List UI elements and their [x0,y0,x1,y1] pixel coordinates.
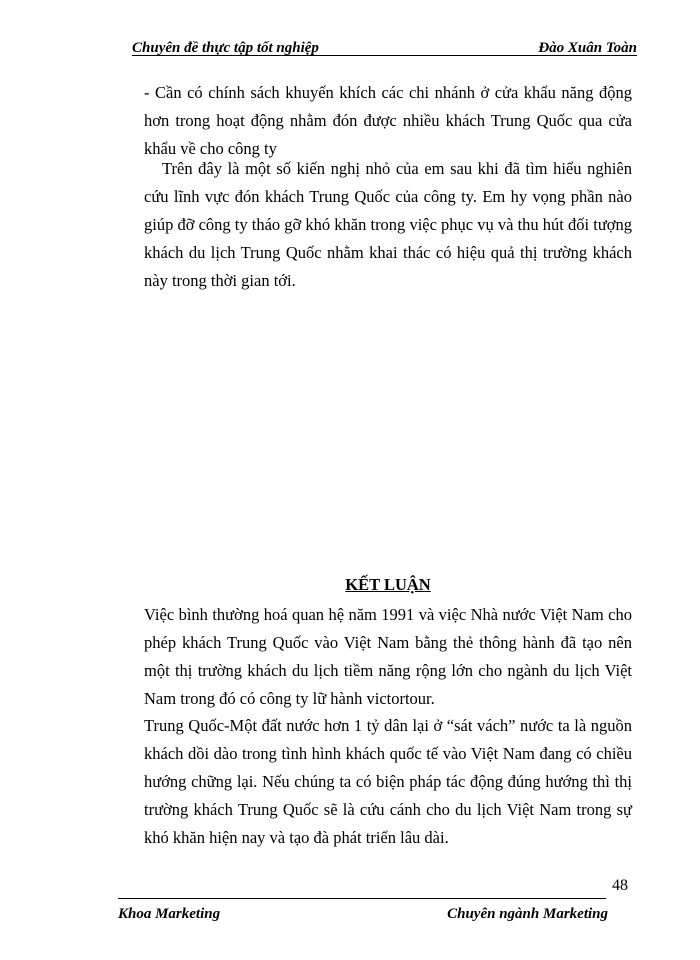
header-document-title: Chuyên đề thực tập tốt nghiệp [132,40,319,56]
conclusion-heading: KẾT LUẬN [345,575,431,594]
paragraph-conclusion-1 [144,601,632,713]
paragraph-recommendation [144,79,632,163]
header-author-name: Đào Xuân Toàn [538,40,637,56]
paragraph-text: Trên đây là một số kiến nghị nhỏ của em sau khi đã tìm hiểu nghiên cứu lĩnh vực đón khách Trung Quốc của công ty. Em hy vọng phần nào giúp đỡ công ty tháo gỡ khó khăn trong việc phục vụ và thu hút đối tượng khách du lịch Trung Quốc nhằm khai thác có hiệu quả thị trường khách này trong thời gian tới. [144,159,632,290]
footer-major: Chuyên ngành Marketing [447,906,608,922]
paragraph-text: - Cần có chính sách khuyến khích các chi nhánh ở cửa khẩu năng động hơn trong hoạt động nhằm đón được nhiều khách Trung Quốc qua cửa khẩu về cho công ty [144,83,632,158]
footer-faculty: Khoa Marketing [118,906,221,922]
footer-divider [118,898,606,899]
paragraph-text: Trung Quốc-Một đất nước hơn 1 tỷ dân lại ở “sát vách” nước ta là nguồn khách dồi dào trong tình hình khách quốc tế vào Việt Nam đang có chiều hướng chững lại. Nếu chúng ta có biện pháp tác động đúng hướng thì thị trường khách Trung Quốc sẽ là cứu cánh cho du lịch Việt Nam trong sự khó khăn hiện nay và tạo đà phát triển lâu dài. [144,716,632,847]
paragraph-text: Việc bình thường hoá quan hệ năm 1991 và việc Nhà nước Việt Nam cho phép khách Trung Quốc vào Việt Nam bằng thẻ thông hành đã tạo nên một thị trường khách du lịch tiềm năng rộng lớn cho ngành du lịch Việt Nam trong đó có công ty lữ hành victortour. [144,605,632,708]
header-divider [132,55,637,56]
paragraph-summary [144,155,632,295]
paragraph-conclusion-2 [144,712,632,852]
page-number: 48 [612,877,628,894]
page-footer [118,903,608,925]
